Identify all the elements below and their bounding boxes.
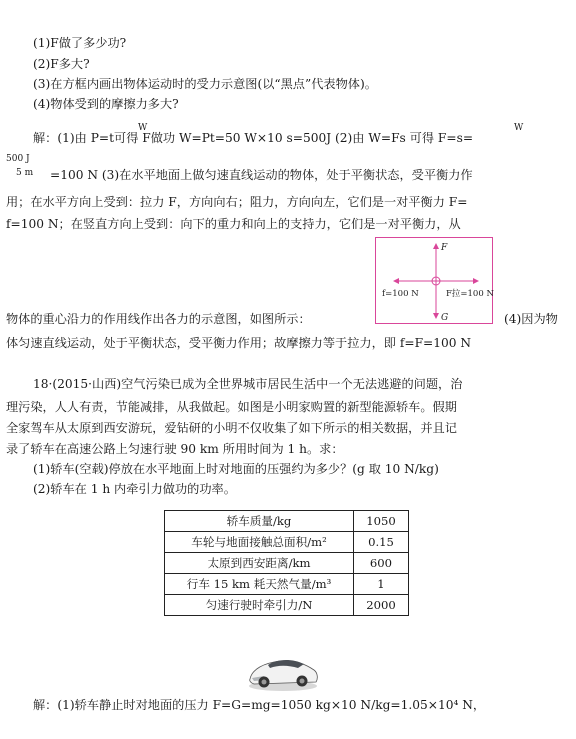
table-row [165,574,409,595]
table-cell-value: 1 [354,574,409,595]
table-row [165,553,409,574]
car-data-table [164,510,409,616]
table-cell-value: 1050 [354,511,409,532]
table-row [165,532,409,553]
question-1: (1)F做了多少功? [33,36,127,50]
label-F: F [441,243,448,253]
solution-line-1: 解：(1)由 P=t可得 F做功 W=Pt=50 W×10 s=500J (2)由 W=Fs 可得 F=s= [33,131,474,145]
problem-18-sub-2: (2)轿车在 1 h 内牵引力做功的功率。 [33,482,236,496]
fraction-denominator: 5 m [16,168,34,178]
solution-line-4: f=100 N；在竖直方向上受到：向下的重力和向上的支持力，它们是一对平衡力，从 [6,217,461,231]
problem-18-line-1: 18·(2015·山西)空气污染已成为全世界城市居民生活中一个无法逃避的问题，治 [33,377,463,391]
fraction-numerator: 500 J [6,154,30,164]
question-4: (4)物体受到的摩擦力多大? [33,97,179,111]
question-2: (2)F多大? [33,57,90,71]
force-diagram-svg [376,238,494,325]
problem-18-line-2: 理污染，人人有责，节能减排，从我做起。如图是小明家购置的新型能源轿车。假期 [6,400,457,414]
car-image [246,643,320,695]
problem-18-line-3: 全家驾车从太原到西安游玩，爱钻研的小明不仅收集了如下所示的相关数据，并且记 [6,421,457,435]
solution-line-3: 用；在水平方向上受到：拉力 F，方向向右；阻力，方向向左，它们是一对平衡力 F= [6,195,468,209]
table-cell-value: 600 [354,553,409,574]
problem-18-sub-1: (1)轿车(空载)停放在水平地面上时对地面的压强约为多少？(g 取 10 N/kg) [33,462,439,476]
solution-18-line-1: 解：(1)轿车静止时对地面的压力 F=G=mg=1050 kg×10 N/kg=1.05×10⁴ N， [33,698,486,712]
label-pull: F拉=100 N [446,289,494,299]
fraction-numerator-w: W [138,123,148,133]
table-cell-label: 车轮与地面接触总面积/m² [165,532,354,553]
table-cell-value: 2000 [354,595,409,616]
table-cell-value: 0.15 [354,532,409,553]
label-G: G [441,313,449,323]
solution-line-2: =100 N (3)在水平地面上做匀速直线运动的物体，处于平衡状态，受平衡力作 [50,168,473,182]
force-diagram [375,237,493,324]
table-cell-label: 太原到西安距离/km [165,553,354,574]
fraction-numerator-w: W [514,123,524,133]
table-cell-label: 行车 15 km 耗天然气量/m³ [165,574,354,595]
table-cell-label: 匀速行驶时牵引力/N [165,595,354,616]
solution-line-6: 体匀速直线运动，处于平衡状态，受平衡力作用；故摩擦力等于拉力，即 f=F=100 N [6,336,472,350]
table-row [165,511,409,532]
table-cell-label: 轿车质量/kg [165,511,354,532]
question-3: (3)在方框内画出物体运动时的受力示意图(以“黑点”代表物体)。 [33,77,377,91]
solution-line-5-left: 物体的重心沿力的作用线作出各力的示意图，如图所示： [6,312,311,326]
problem-18-line-4: 录了轿车在高速公路上匀速行驶 90 km 所用时间为 1 h。求： [6,442,344,456]
label-friction: f=100 N [382,289,419,299]
table-row [165,595,409,616]
solution-line-5-right: (4)因为物 [504,312,558,326]
